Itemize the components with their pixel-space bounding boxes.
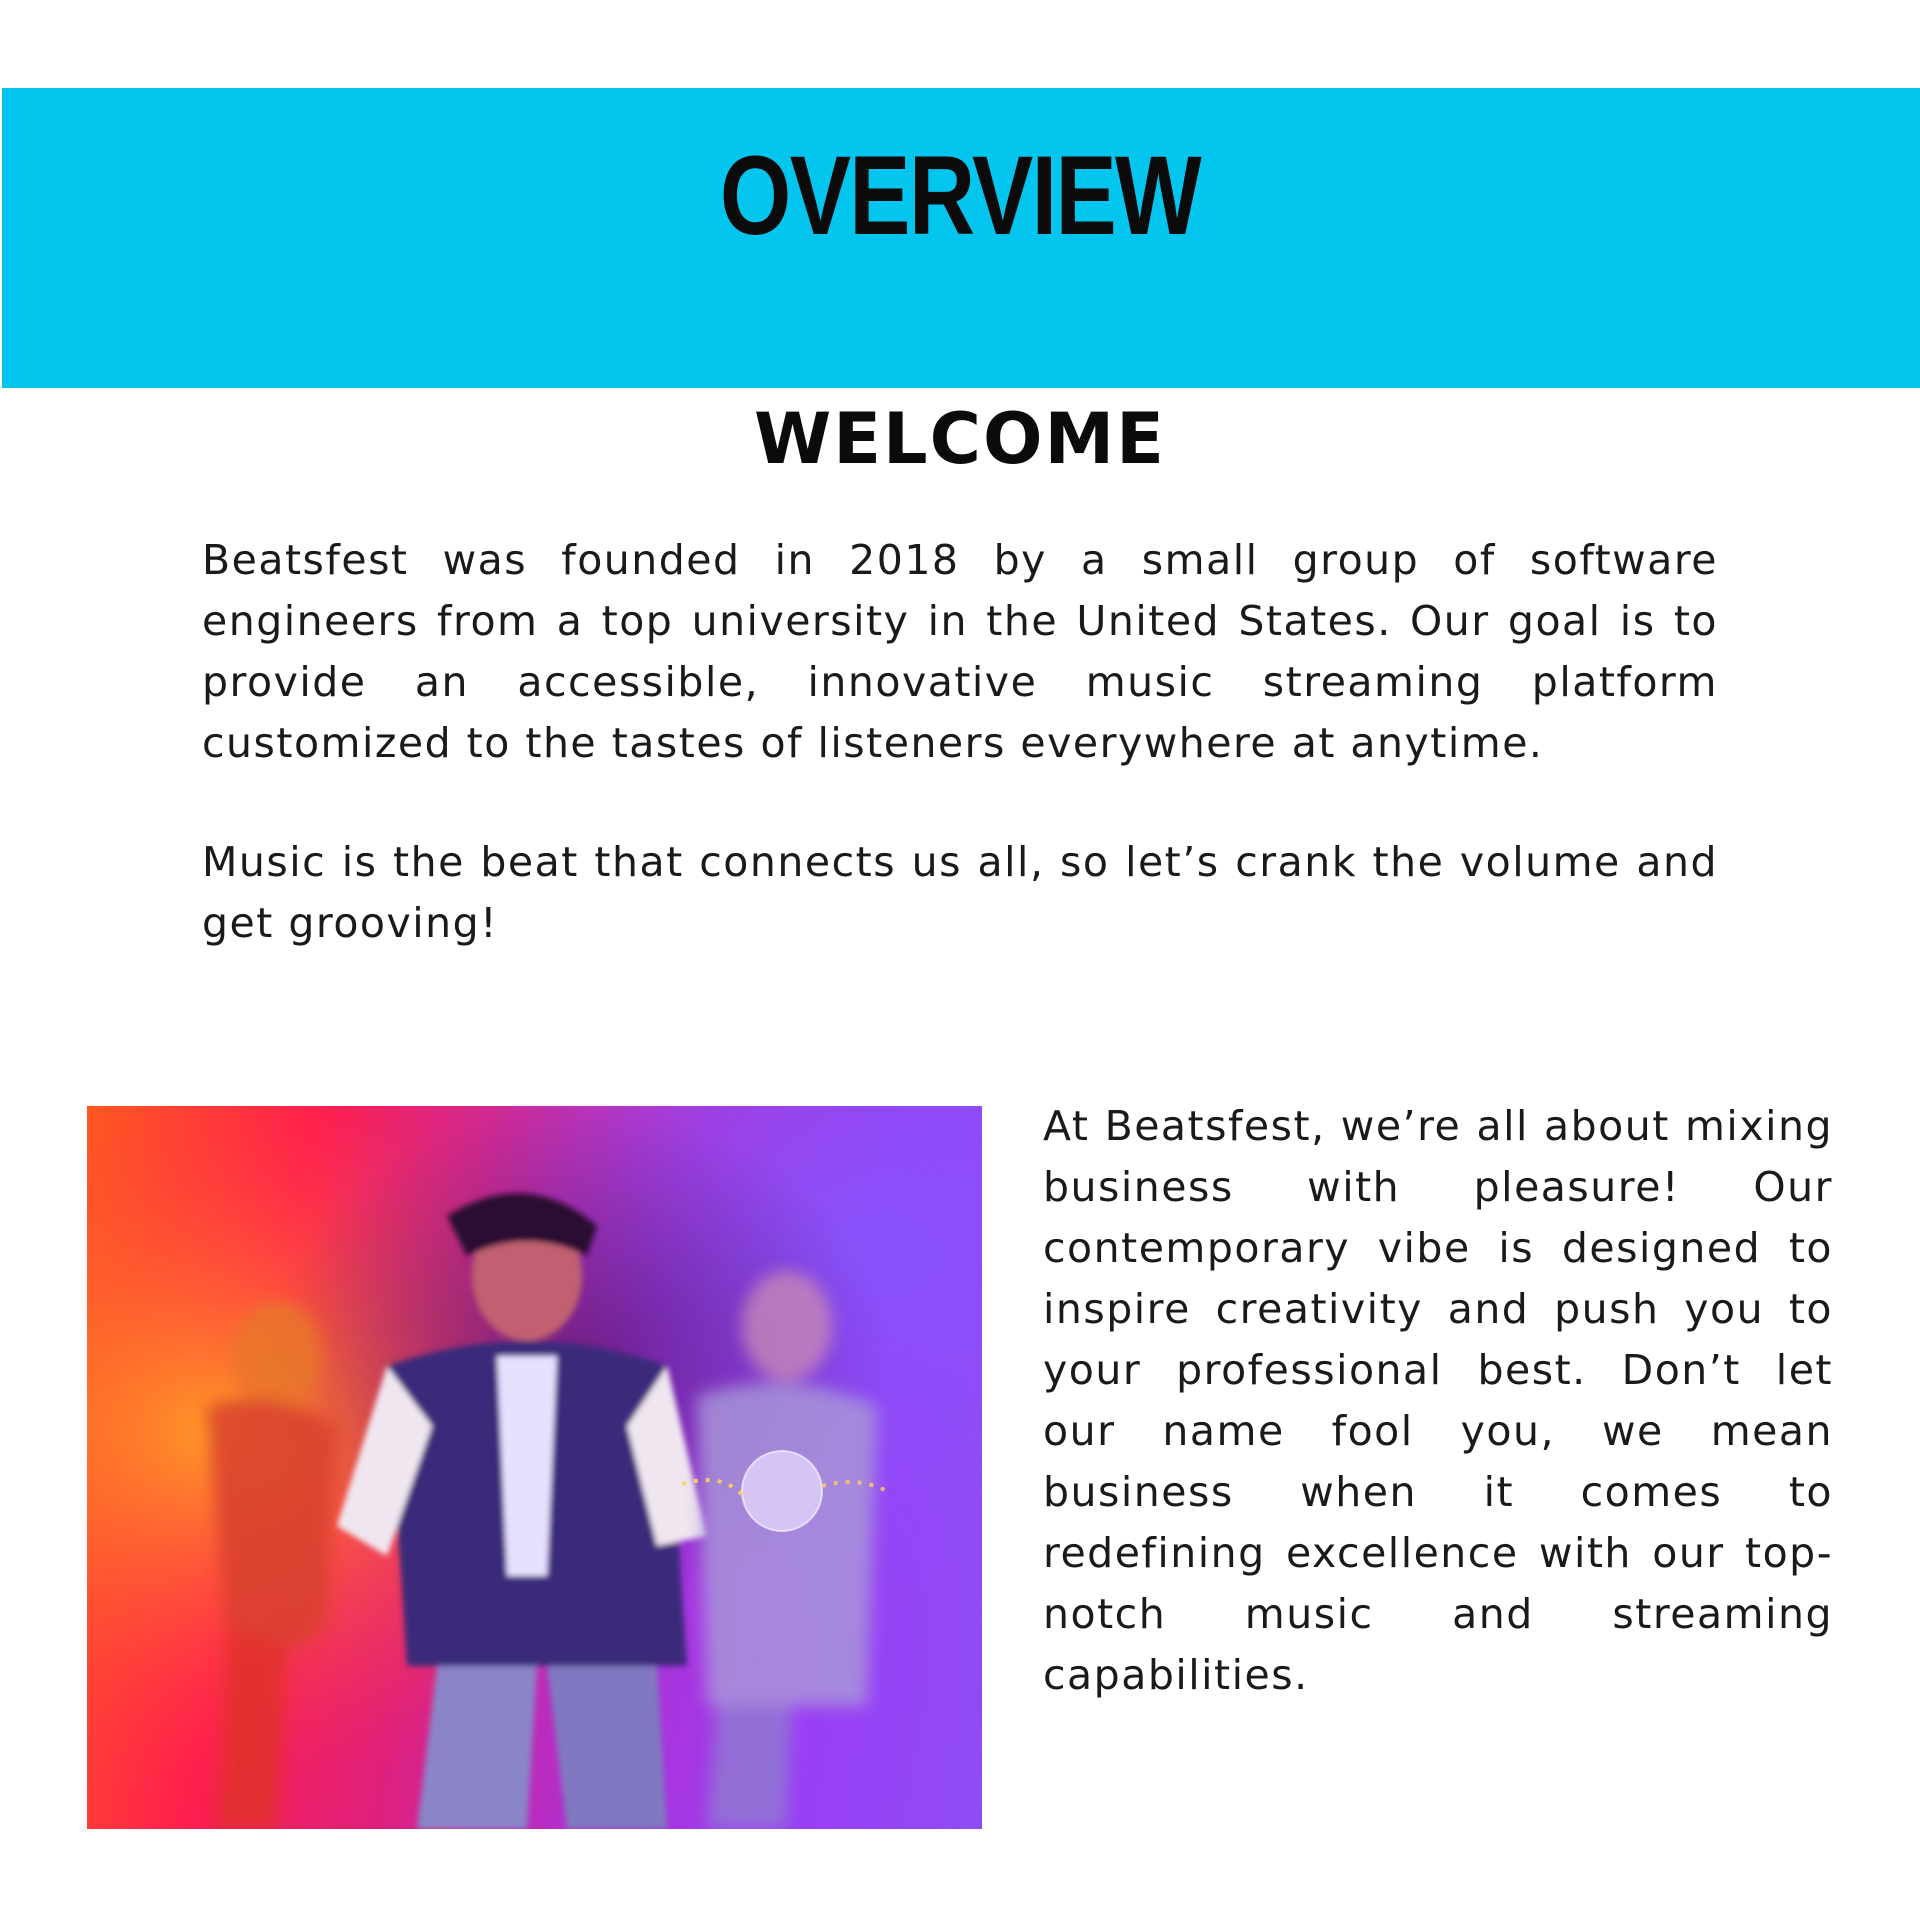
intro-paragraph [202, 530, 1718, 774]
page-title: OVERVIEW [719, 133, 1201, 258]
intro-paragraph-text: Beatsfest was founded in 2018 by a small group of software engineers from a top university in the United States. Our goal is to provide an accessible, innovative music streaming platform customized to the tastes of listeners everywhere at anytime. [202, 536, 1718, 767]
tagline-paragraph-text: Music is the beat that connects us all, so let’s crank the volume and get grooving! [202, 838, 1718, 947]
feature-paragraph [1043, 1096, 1833, 1706]
feature-paragraph-text: At Beatsfest, we’re all about mixing business with pleasure! Our contemporary vibe is designed to inspire creativity and push you to your professional best. Don’t let our name fool you, we mean business when it comes to redefining excellence with our top-notch music and streaming capabilities. [1043, 1102, 1833, 1699]
welcome-heading: WELCOME [754, 398, 1166, 480]
tagline-paragraph [202, 832, 1718, 954]
dancing-crowd-photo [87, 1106, 982, 1829]
